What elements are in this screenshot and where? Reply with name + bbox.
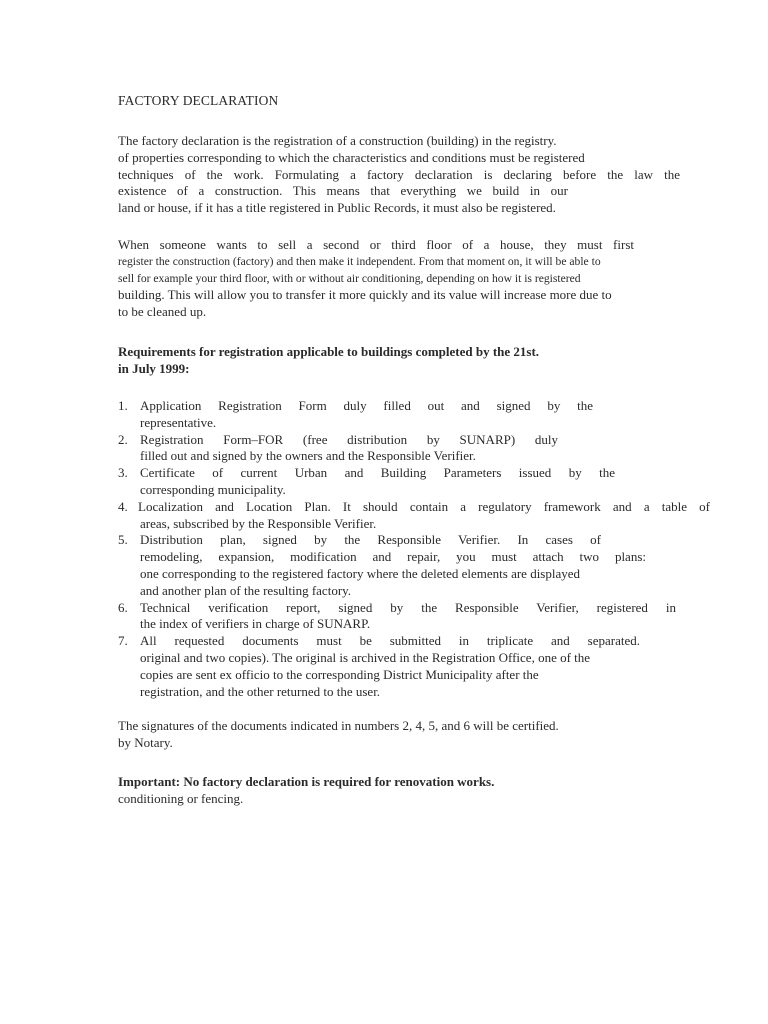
- item-line: remodeling, expansion, modification and repair, you must attach two plans:: [140, 549, 646, 565]
- item-line: Registration Form–FOR (free distribution by SUNARP) duly: [140, 431, 558, 447]
- item-line: the index of verifiers in charge of SUNARP.: [140, 616, 371, 632]
- paragraph-line: to be cleaned up.: [118, 304, 207, 320]
- item-line: corresponding municipality.: [140, 481, 286, 497]
- item-line: Certificate of current Urban and Building Parameters issued by the: [140, 465, 615, 481]
- item-line: registration, and the other returned to the user.: [140, 683, 381, 699]
- item-line: Application Registration Form duly filled out and signed by the: [140, 398, 593, 413]
- list-item: [118, 633, 718, 700]
- paragraph-line: of properties corresponding to which the characteristics and conditions must be registered: [118, 149, 585, 165]
- item-line: copies are sent ex officio to the corresponding District Municipality after the: [140, 666, 539, 682]
- list-item: [118, 600, 718, 634]
- requirements-list: [118, 398, 718, 700]
- paragraph-line: sell for example your third floor, with or without air conditioning, depending on how it is registered: [118, 271, 581, 285]
- paragraph-line: land or house, if it has a title registered in Public Records, it must also be registered.: [118, 200, 556, 216]
- list-item: [118, 398, 718, 432]
- sale-paragraph: [118, 237, 681, 321]
- paragraph-line: When someone wants to sell a second or third floor of a house, they must first: [118, 237, 634, 252]
- paragraph-line: techniques of the work. Formulating a factory declaration is declaring before the law the: [118, 166, 680, 182]
- heading-line: Requirements for registration applicable to buildings completed by the 21st.: [118, 344, 540, 359]
- item-line: filled out and signed by the owners and the Responsible Verifier.: [140, 448, 476, 464]
- item-number: 6.: [118, 599, 128, 615]
- list-item: [118, 532, 718, 599]
- important-note: [118, 774, 681, 808]
- paragraph-line: building. This will allow you to transfer it more quickly and its value will increase more due to: [118, 287, 612, 303]
- paragraph-line: by Notary.: [118, 734, 173, 750]
- intro-paragraph: [118, 133, 681, 217]
- paragraph-line: The signatures of the documents indicated in numbers 2, 4, 5, and 6 will be certified.: [118, 718, 559, 733]
- paragraph-line: register the construction (factory) and then make it independent. From that moment on, it will be able to: [118, 254, 601, 268]
- list-item: [118, 432, 718, 466]
- item-number: 1.: [118, 398, 128, 413]
- requirements-heading: [118, 344, 681, 378]
- paragraph-line: The factory declaration is the registration of a construction (building) in the registry.: [118, 133, 557, 148]
- item-line: areas, subscribed by the Responsible Verifier.: [140, 515, 377, 531]
- heading-line: in July 1999:: [118, 360, 190, 376]
- item-line: original and two copies). The original is archived in the Registration Office, one of the: [140, 649, 591, 665]
- item-line: Distribution plan, signed by the Responsible Verifier. In cases of: [140, 532, 601, 548]
- item-number: 2.: [118, 431, 128, 447]
- item-number: 7.: [118, 633, 128, 649]
- item-line: Localization and Location Plan. It should contain a regulatory framework and a table of: [138, 498, 710, 514]
- item-line: and another plan of the resulting factory.: [140, 582, 352, 598]
- list-item: [118, 465, 718, 499]
- item-number: 5.: [118, 532, 128, 548]
- paragraph-line: existence of a construction. This means that everything we build in our: [118, 183, 568, 199]
- item-line: one corresponding to the registered factory where the deleted elements are displayed: [140, 565, 581, 581]
- signatures-paragraph: [118, 718, 681, 752]
- list-item: [118, 499, 718, 533]
- item-number: 3.: [118, 465, 128, 481]
- document-title: FACTORY DECLARATION: [118, 93, 279, 108]
- important-line: conditioning or fencing.: [118, 790, 244, 806]
- item-line: representative.: [140, 414, 217, 430]
- item-number: 4.: [118, 498, 128, 514]
- important-line: Important: No factory declaration is required for renovation works.: [118, 774, 495, 789]
- item-line: Technical verification report, signed by the Responsible Verifier, registered in: [140, 599, 676, 615]
- item-line: All requested documents must be submitted in triplicate and separated.: [140, 633, 640, 649]
